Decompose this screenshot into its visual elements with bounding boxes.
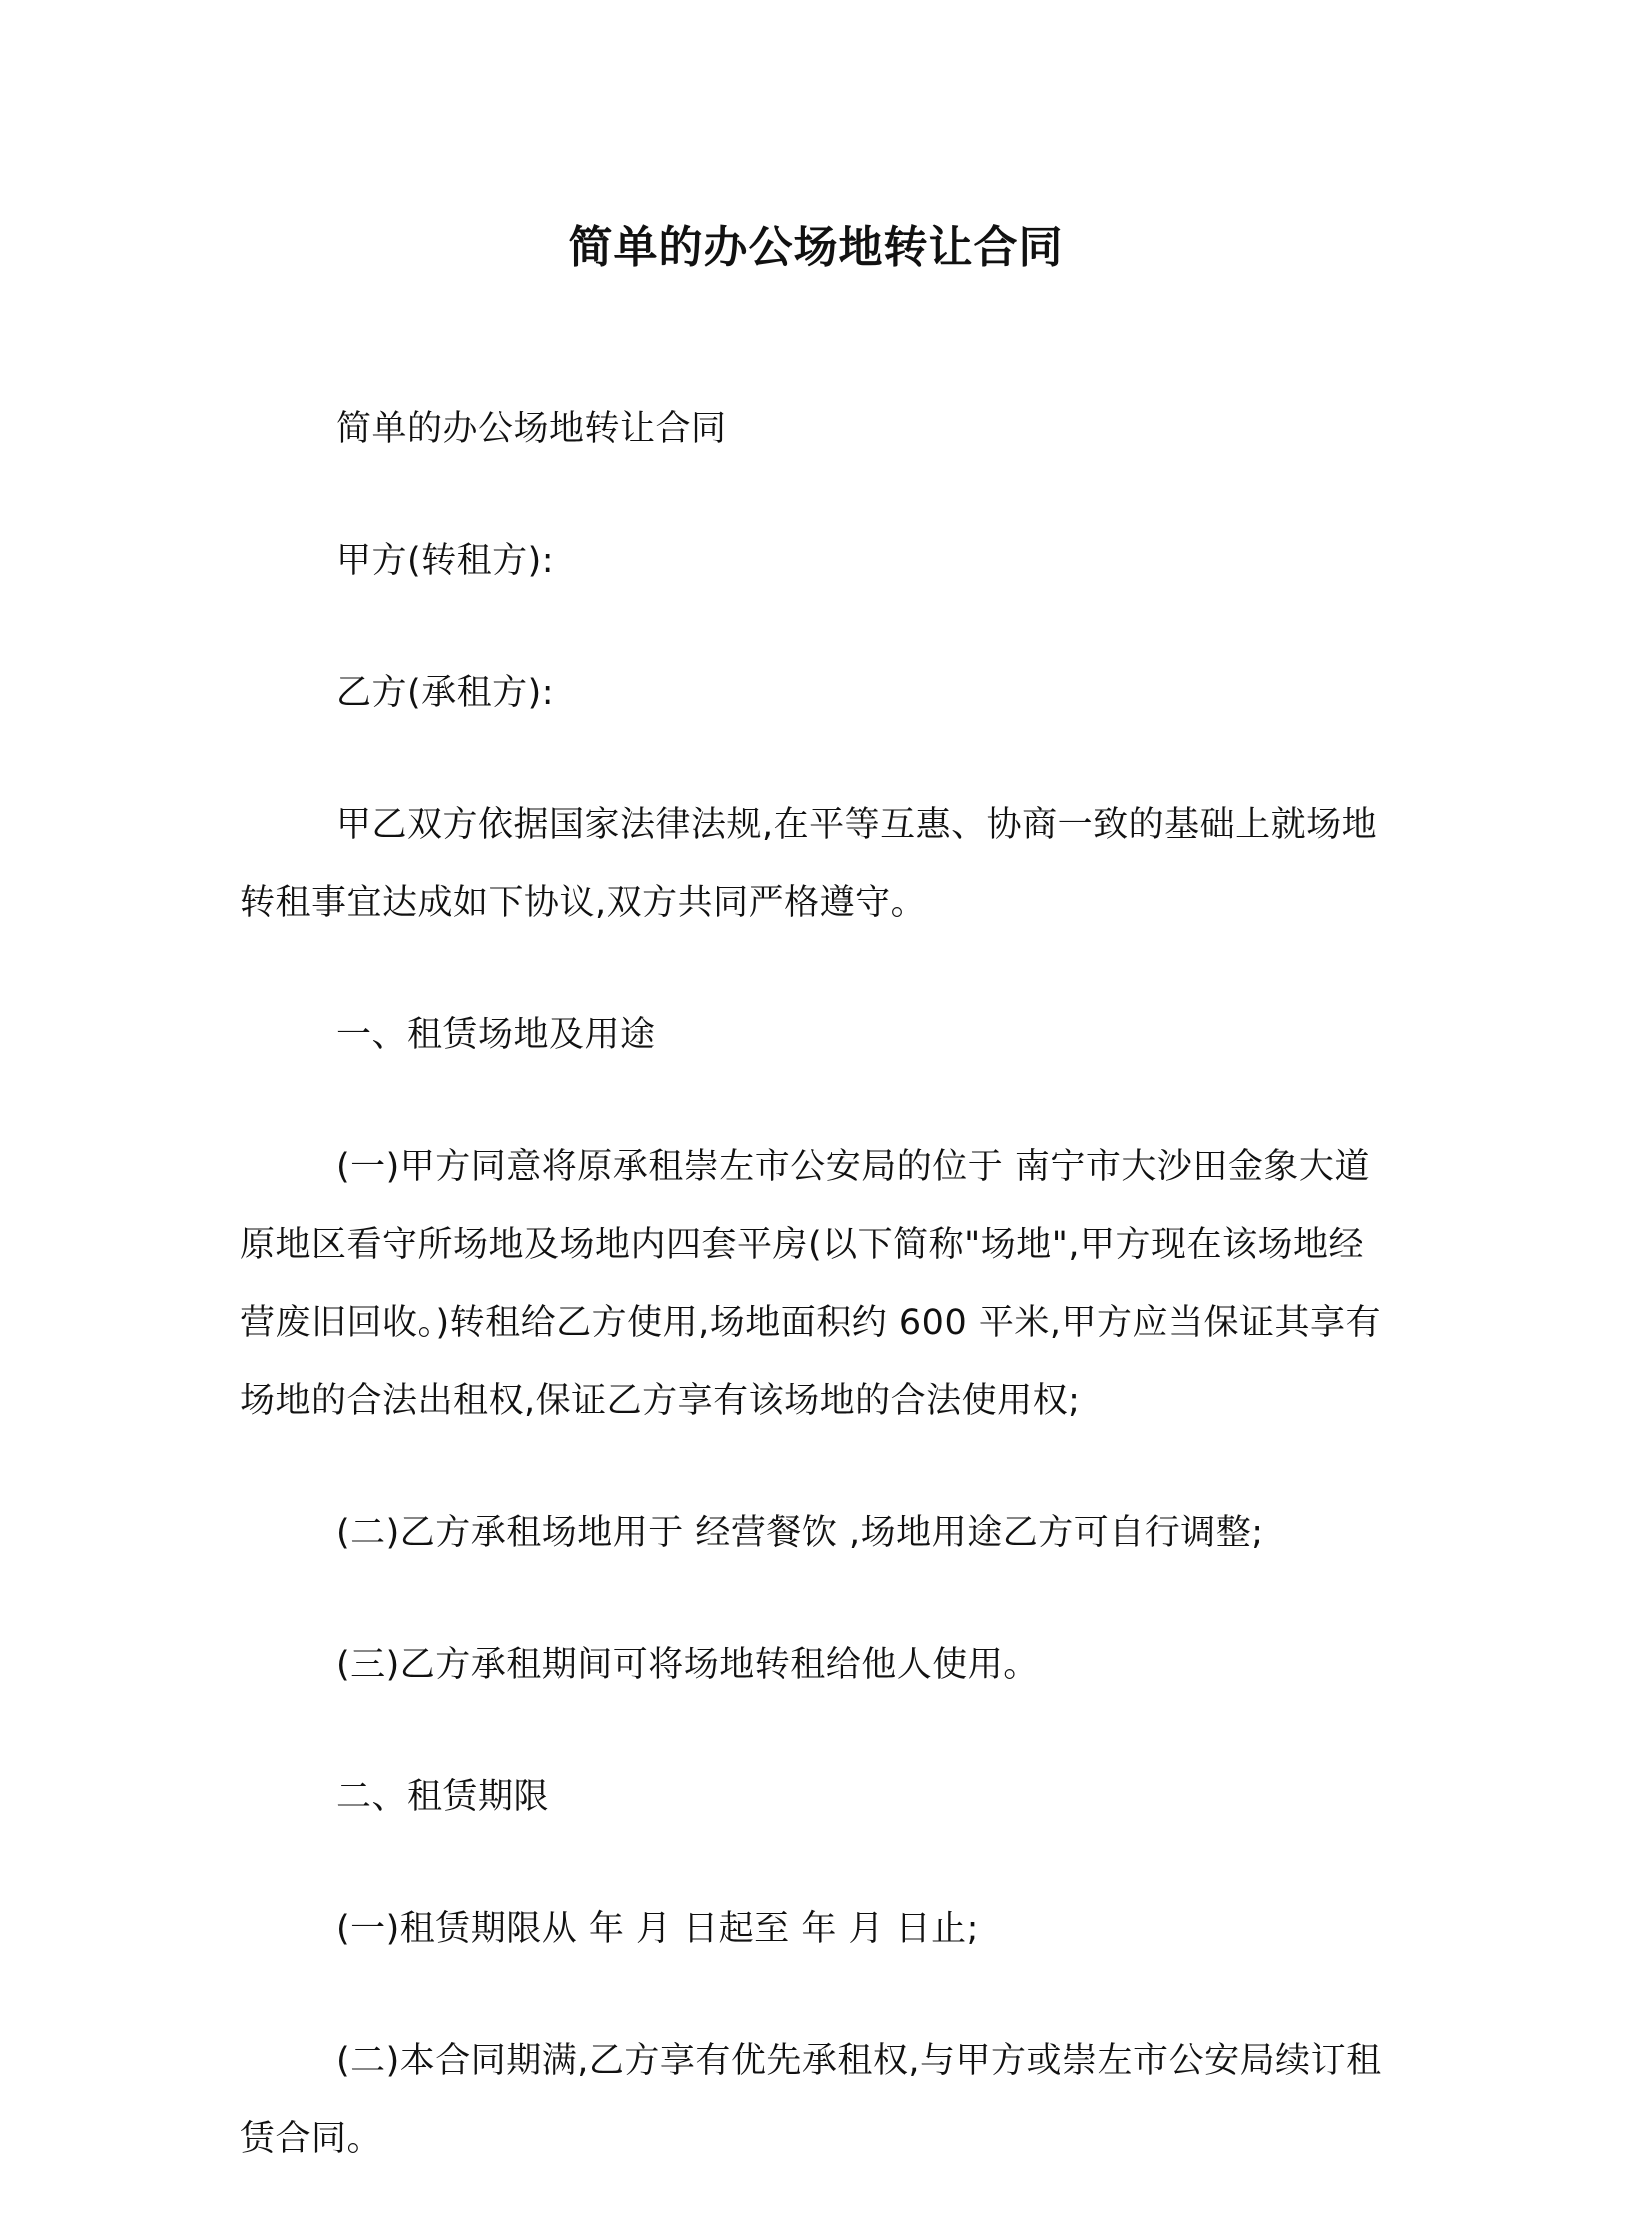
section-heading-1: 一、租赁场地及用途 [336, 1015, 656, 1055]
paragraph-party-b: 乙方(承租方): [336, 673, 555, 713]
clause-1-1: (一)甲方同意将原承租崇左市公安局的位于 南宁市大沙田金象大道原地区看守所场地及场地内四套平房(以下简称"场地",甲方现在该场地经营废旧回收。)转租给乙方使用,场地面积约 600 平米,甲方应当保证其享有场地的合法出租权,保证乙方享有该场地的合法使用权; [240, 1147, 1381, 1421]
clause-2-2: (二)本合同期满,乙方享有优先承租权,与甲方或崇左市公安局续订租赁合同。 [240, 2041, 1382, 2159]
paragraph-preamble: 甲乙双方依据国家法律法规,在平等互惠、协商一致的基础上就场地转租事宜达成如下协议,双方共同严格遵守。 [240, 805, 1378, 923]
paragraph-party-a: 甲方(转租方): [336, 541, 555, 581]
clause-1-2: (二)乙方承租场地用于 经营餐饮 ,场地用途乙方可自行调整; [336, 1513, 1264, 1553]
paragraph-heading: 简单的办公场地转让合同 [336, 409, 727, 449]
section-heading-2: 二、租赁期限 [336, 1777, 550, 1817]
document-body [240, 390, 1392, 2232]
clause-1-3: (三)乙方承租期间可将场地转租给他人使用。 [336, 1645, 1039, 1685]
document-title: 简单的办公场地转让合同 [568, 222, 1064, 273]
clause-2-1: (一)租赁期限从 年 月 日起至 年 月 日止; [336, 1909, 979, 1949]
